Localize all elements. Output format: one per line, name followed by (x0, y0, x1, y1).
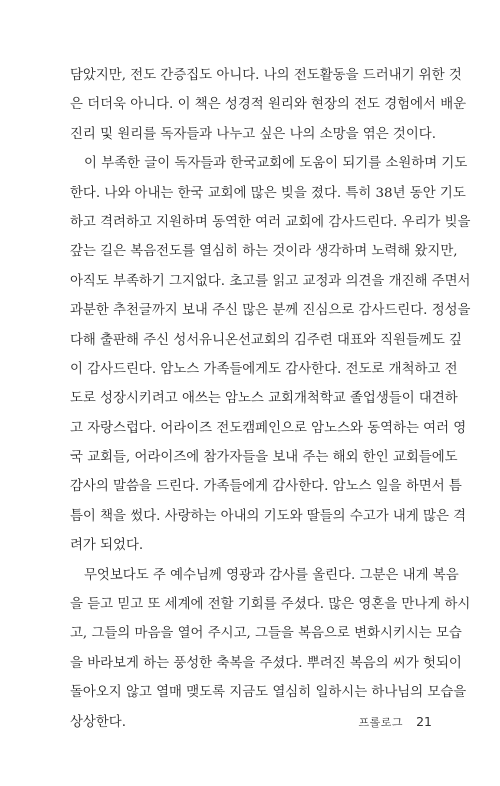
text-line-paragraph-start: 무엇보다도 주 예수님께 영광과 감사를 올린다. 그분은 내게 복음 (84, 567, 459, 583)
text-line: 담았지만, 전도 간증집도 아니다. 나의 전도활동을 드러내기 위한 것 (70, 68, 462, 83)
text-line: 고 자랑스럽다. 어라이즈 전도캠페인으로 암노스와 동역하는 여러 영 (70, 420, 467, 436)
text-line: 을 바라보게 하는 풍성한 축복을 주셨다. 뿌려진 복음의 씨가 헛되이 (70, 655, 462, 671)
text-line: 하고 격려하고 지원하며 동역한 여러 교회에 감사드린다. 우리가 빚을 (70, 214, 471, 230)
text-line: 다해 출판해 주신 성서유니온선교회의 김주련 대표와 직원들께도 깊 (70, 332, 462, 348)
text-line: 상상한다. (70, 714, 126, 730)
running-footer-section-title: 프롤로그 (358, 716, 403, 729)
text-line: 이 감사드린다. 암노스 가족들에게도 감사한다. 전도로 개척하고 전 (70, 361, 458, 377)
page-number: 21 (416, 714, 432, 729)
text-line: 국 교회들, 어라이즈에 참가자들을 보내 주는 해외 한인 교회들에도 (70, 450, 458, 466)
text-line: 한다. 나와 아내는 한국 교회에 많은 빚을 졌다. 특히 38년 동안 기도 (70, 185, 466, 201)
page-footer (358, 711, 432, 730)
text-line: 은 더더욱 아니다. 이 책은 성경적 원리와 현장의 전도 경험에서 배운 (70, 97, 467, 113)
text-line: 려가 되었다. (70, 538, 144, 554)
text-line: 틈이 책을 썼다. 사랑하는 아내의 기도와 딸들의 수고가 내게 많은 격 (70, 508, 467, 524)
text-line: 진리 및 원리를 독자들과 나누고 싶은 나의 소망을 엮은 것이다. (70, 126, 436, 142)
text-line: 을 듣고 믿고 또 세계에 전할 기회를 주셨다. 많은 영혼을 만나게 하시 (70, 597, 471, 613)
text-line: 고, 그들의 마음을 열어 주시고, 그들을 복음으로 변화시키시는 모습 (70, 626, 462, 642)
text-line: 돌아오지 않고 열매 맺도록 지금도 열심히 일하시는 하나님의 모습을 (70, 685, 467, 701)
text-line: 갚는 길은 복음전도를 열심히 하는 것이라 생각하며 노력해 왔지만, (70, 244, 458, 260)
text-line: 감사의 말씀을 드린다. 가족들에게 감사한다. 암노스 일을 하면서 틈 (70, 479, 462, 495)
text-line-paragraph-start: 이 부족한 글이 독자들과 한국교회에 도움이 되기를 소원하며 기도 (84, 156, 468, 172)
prologue-body-text (70, 61, 471, 737)
text-line: 과분한 추천글까지 보내 주신 많은 분께 진심으로 감사드린다. 정성을 (70, 303, 471, 319)
text-line: 도로 성장시키려고 애쓰는 암노스 교회개척학교 졸업생들이 대견하 (70, 391, 458, 407)
text-line: 아직도 부족하기 그지없다. 초고를 읽고 교정과 의견을 개진해 주면서 (70, 273, 471, 289)
